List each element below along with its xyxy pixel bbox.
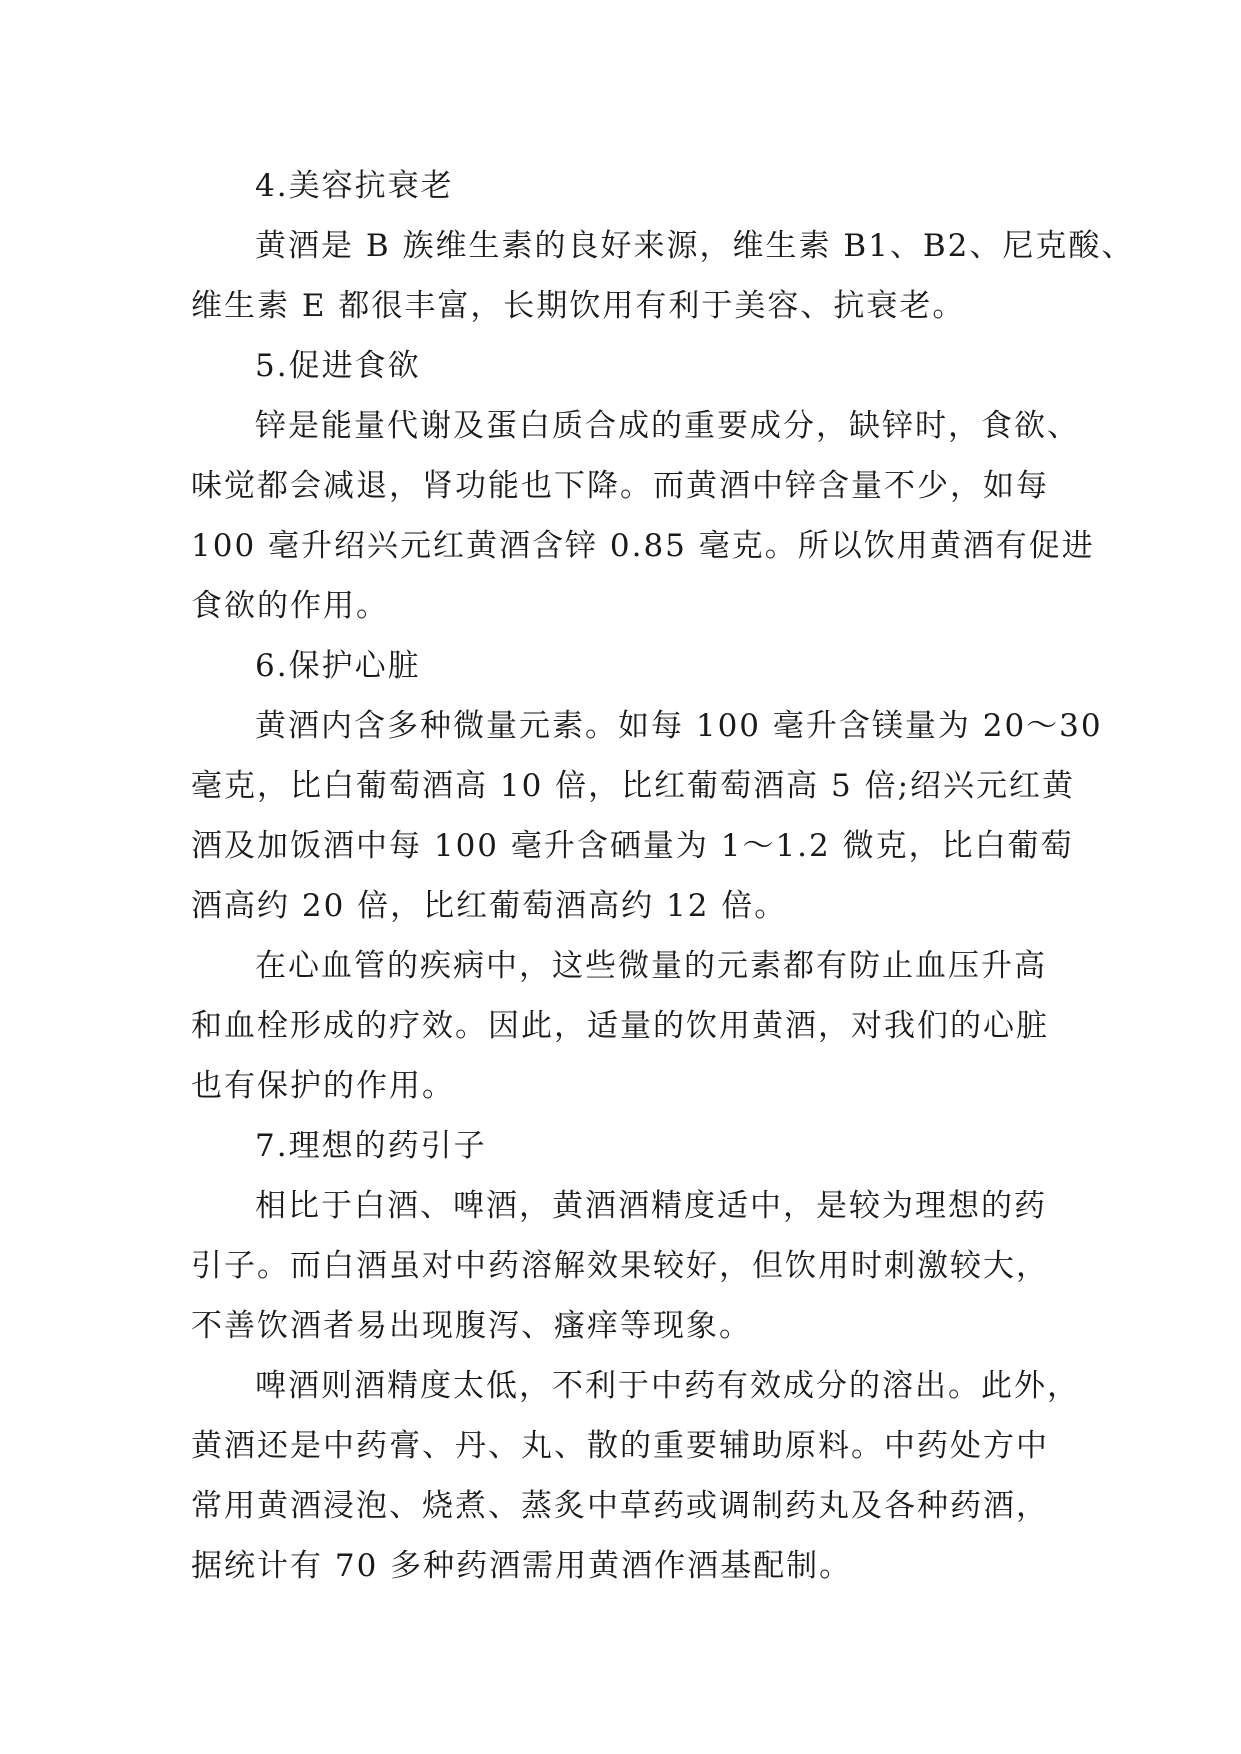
paragraph-line: 黄酒是 B 族维生素的良好来源，维生素 B1、B2、尼克酸、 bbox=[255, 228, 1135, 264]
paragraph-line: 不善饮酒者易出现腹泻、瘙痒等现象。 bbox=[191, 1308, 752, 1344]
paragraph-line: 据统计有 70 多种药酒需用黄酒作酒基配制。 bbox=[191, 1548, 853, 1584]
paragraph-line: 黄酒还是中药膏、丹、丸、散的重要辅助原料。中药处方中 bbox=[191, 1428, 1049, 1464]
paragraph-line: 食欲的作用。 bbox=[191, 588, 389, 624]
paragraph-line: 相比于白酒、啤酒，黄酒酒精度适中，是较为理想的药 bbox=[255, 1188, 1047, 1224]
paragraph-line: 也有保护的作用。 bbox=[191, 1068, 455, 1104]
paragraph-line: 在心血管的疾病中，这些微量的元素都有防止血压升高 bbox=[255, 948, 1047, 984]
paragraph-line: 常用黄酒浸泡、烧煮、蒸炙中草药或调制药丸及各种药酒， bbox=[191, 1488, 1049, 1524]
section-heading-7: 7.理想的药引子 bbox=[255, 1128, 487, 1164]
section-heading-5: 5.促进食欲 bbox=[255, 348, 421, 384]
section-heading-6: 6.保护心脏 bbox=[255, 648, 421, 684]
paragraph-line: 100 毫升绍兴元红黄酒含锌 0.85 毫克。所以饮用黄酒有促进 bbox=[191, 528, 1095, 564]
paragraph-line: 酒高约 20 倍，比红葡萄酒高约 12 倍。 bbox=[191, 888, 788, 924]
paragraph-line: 维生素 E 都很丰富，长期饮用有利于美容、抗衰老。 bbox=[191, 288, 966, 324]
paragraph-line: 锌是能量代谢及蛋白质合成的重要成分，缺锌时，食欲、 bbox=[255, 408, 1080, 444]
paragraph-line: 酒及加饭酒中每 100 毫升含硒量为 1～1.2 微克，比白葡萄 bbox=[191, 828, 1074, 864]
paragraph-line: 啤酒则酒精度太低，不利于中药有效成分的溶出。此外， bbox=[255, 1368, 1080, 1404]
paragraph-line: 引子。而白酒虽对中药溶解效果较好，但饮用时刺激较大， bbox=[191, 1248, 1049, 1284]
paragraph-line: 味觉都会减退，肾功能也下降。而黄酒中锌含量不少，如每 bbox=[191, 468, 1049, 504]
paragraph-line: 黄酒内含多种微量元素。如每 100 毫升含镁量为 20～30 bbox=[255, 708, 1103, 744]
paragraph-line: 毫克，比白葡萄酒高 10 倍，比红葡萄酒高 5 倍;绍兴元红黄 bbox=[191, 768, 1076, 804]
paragraph-line: 和血栓形成的疗效。因此，适量的饮用黄酒，对我们的心脏 bbox=[191, 1008, 1049, 1044]
section-heading-4: 4.美容抗衰老 bbox=[255, 168, 454, 204]
